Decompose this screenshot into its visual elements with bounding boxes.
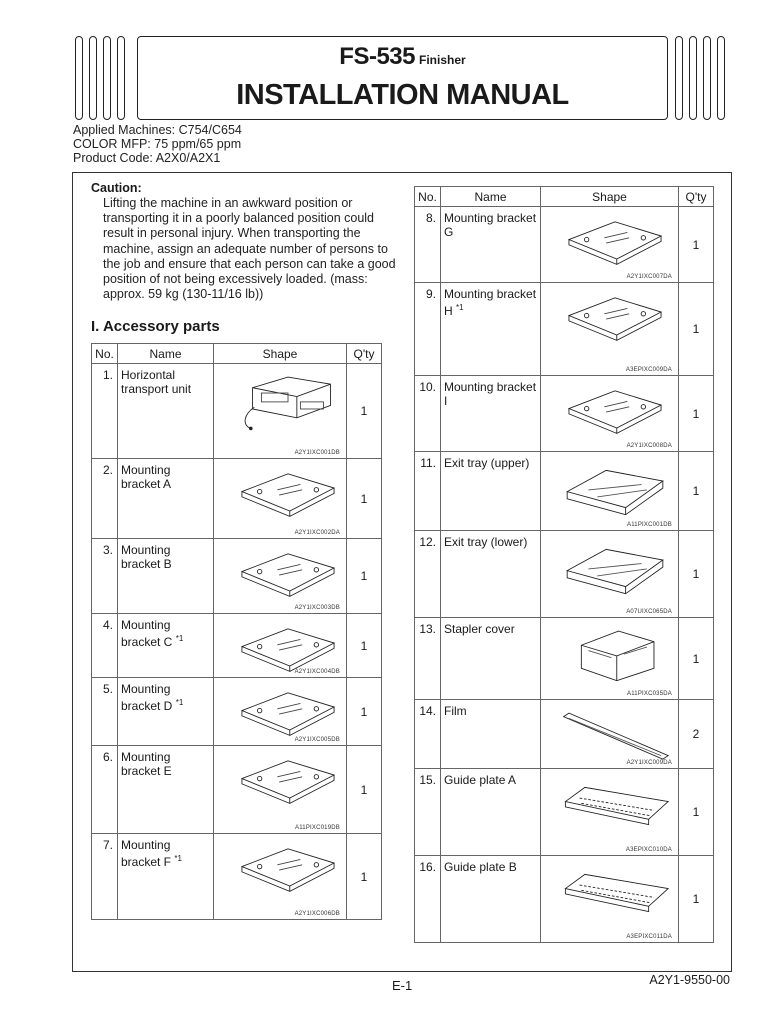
item-quantity: 1 (347, 678, 382, 746)
item-image-code: A3EPIXC009DA (625, 367, 672, 373)
table-row (415, 531, 714, 618)
item-image-code: A2Y1IXC002DA (294, 530, 340, 536)
item-name-text: Guide plate A (444, 773, 517, 787)
item-number: 2. (92, 459, 118, 539)
applied-line: COLOR MFP: 75 ppm/65 ppm (73, 137, 242, 151)
table-row (92, 614, 382, 678)
item-name (118, 364, 214, 459)
item-shape (214, 678, 347, 746)
caution-title: Caution: (91, 181, 142, 195)
applied-line: Applied Machines: C754/C654 (73, 123, 242, 137)
item-note: *1 (175, 698, 184, 707)
item-shape (541, 856, 679, 943)
item-quantity: 1 (347, 834, 382, 920)
item-image-code: A2Y1IXC007DA (626, 274, 672, 280)
column-header-name: Name (441, 187, 541, 207)
item-name-text: Mounting bracket I (444, 380, 537, 408)
column-header-no: No. (92, 344, 118, 364)
item-quantity: 1 (679, 207, 714, 283)
item-name (441, 283, 541, 376)
table-header-row (415, 187, 714, 207)
item-quantity: 1 (679, 618, 714, 700)
item-image-code: A3EPIXC011DA (626, 934, 672, 940)
item-image-code: A2Y1IXC009DA (626, 760, 672, 766)
table-row (92, 364, 382, 459)
item-name-text: Stapler cover (444, 622, 515, 636)
item-name (118, 746, 214, 834)
item-name (441, 856, 541, 943)
item-number: 16. (415, 856, 441, 943)
header-ornament-bar (703, 36, 711, 120)
item-number: 5. (92, 678, 118, 746)
item-number: 11. (415, 452, 441, 531)
accessory-table-right (414, 186, 714, 943)
item-number: 12. (415, 531, 441, 618)
caution-text: Lifting the machine in an awkward position or transporting it in a poorly balanced position could result in personal injury. When transporting the machine, assign an adequate number of persons to the job and ensure that each person can take a good position of not being excessively loaded. (mass: approx. 59 kg (130-11/16 lb)) (103, 196, 396, 302)
item-shape (541, 618, 679, 700)
item-image-code: A2Y1IXC008DA (626, 443, 672, 449)
item-name-text: Mounting bracket B (121, 543, 172, 571)
item-shape (214, 539, 347, 614)
item-quantity: 2 (679, 700, 714, 769)
table-header-row (92, 344, 382, 364)
item-quantity: 1 (679, 531, 714, 618)
item-image-code: A2Y1IXC004DB (294, 669, 340, 675)
item-image-code: A2Y1IXC003DB (294, 605, 340, 611)
item-quantity: 1 (347, 746, 382, 834)
item-name-text: Horizontal transport unit (121, 368, 192, 396)
table-row (92, 459, 382, 539)
item-image-code: A3EPIXC010DA (625, 847, 672, 853)
item-quantity: 1 (347, 459, 382, 539)
item-name (118, 614, 214, 678)
table-row (415, 618, 714, 700)
item-quantity: 1 (347, 364, 382, 459)
model-name: FS-535 (339, 43, 415, 70)
page-number: E-1 (392, 978, 413, 993)
item-shape (541, 531, 679, 618)
table-row (92, 678, 382, 746)
item-name (118, 678, 214, 746)
item-number: 6. (92, 746, 118, 834)
item-shape (541, 769, 679, 856)
header-ornament-bar (675, 36, 683, 120)
item-number: 15. (415, 769, 441, 856)
item-shape (214, 364, 347, 459)
item-name (118, 539, 214, 614)
accessory-table-left (91, 343, 382, 920)
item-name (441, 376, 541, 452)
item-image-code: A2Y1IXC006DB (294, 911, 340, 917)
item-name-text: Mounting bracket G (444, 211, 537, 239)
header-ornament-bar (75, 36, 83, 120)
column-header-no: No. (415, 187, 441, 207)
item-name (441, 207, 541, 283)
item-note: *1 (175, 634, 184, 643)
model-subtype: Finisher (419, 53, 466, 67)
item-image-code: A2Y1IXC001DB (294, 450, 340, 456)
section-title: I. Accessory parts (91, 318, 220, 335)
item-name-text: Mounting bracket F (121, 838, 172, 869)
item-name-text: Film (444, 704, 467, 718)
item-quantity: 1 (347, 614, 382, 678)
item-shape (541, 283, 679, 376)
table-row (92, 834, 382, 920)
item-name-text: Mounting bracket H (444, 287, 537, 318)
item-shape (541, 207, 679, 283)
item-note: *1 (456, 303, 464, 312)
item-name-text: Guide plate B (444, 860, 517, 874)
item-quantity: 1 (347, 539, 382, 614)
item-image-code: A11PIXC001DB (627, 522, 672, 528)
applied-machines (73, 123, 242, 165)
table-row (415, 452, 714, 531)
item-image-code: A07UIXC065DA (626, 609, 672, 615)
table-row (415, 207, 714, 283)
item-quantity: 1 (679, 376, 714, 452)
item-number: 7. (92, 834, 118, 920)
column-header-name: Name (118, 344, 214, 364)
item-name-text: Exit tray (upper) (444, 456, 530, 470)
table-row (415, 700, 714, 769)
column-header-qty: Q'ty (347, 344, 382, 364)
column-header-qty: Q'ty (679, 187, 714, 207)
item-number: 3. (92, 539, 118, 614)
model-line (138, 43, 667, 71)
item-number: 1. (92, 364, 118, 459)
item-name (441, 700, 541, 769)
item-shape (214, 746, 347, 834)
item-name-text: Mounting bracket A (121, 463, 172, 491)
item-name-text: Mounting bracket D (121, 682, 173, 713)
document-title: INSTALLATION MANUAL (236, 79, 569, 111)
item-name-text: Mounting bracket C (121, 618, 173, 649)
item-name-text: Exit tray (lower) (444, 535, 528, 549)
item-shape (541, 700, 679, 769)
column-header-shape: Shape (541, 187, 679, 207)
header-ornament-bar (103, 36, 111, 120)
item-quantity: 1 (679, 452, 714, 531)
item-shape (541, 376, 679, 452)
item-note: *1 (174, 854, 182, 863)
item-shape (214, 459, 347, 539)
title-box (137, 36, 668, 120)
table-row (415, 769, 714, 856)
table-row (92, 746, 382, 834)
header-ornament-bar (117, 36, 125, 120)
item-number: 14. (415, 700, 441, 769)
item-name (441, 452, 541, 531)
item-image-code: A11PIXC035DA (627, 691, 672, 697)
column-header-shape: Shape (214, 344, 347, 364)
table-row (92, 539, 382, 614)
item-name (441, 618, 541, 700)
item-shape (214, 834, 347, 920)
item-shape (214, 614, 347, 678)
table-row (415, 283, 714, 376)
item-name (118, 459, 214, 539)
item-image-code: A2Y1IXC005DB (294, 737, 340, 743)
item-number: 9. (415, 283, 441, 376)
item-quantity: 1 (679, 283, 714, 376)
header-ornament-bar (717, 36, 725, 120)
item-number: 13. (415, 618, 441, 700)
item-quantity: 1 (679, 769, 714, 856)
item-quantity: 1 (679, 856, 714, 943)
item-number: 8. (415, 207, 441, 283)
item-name (441, 769, 541, 856)
item-name (441, 531, 541, 618)
item-image-code: A11PIXC019DB (295, 825, 340, 831)
item-number: 4. (92, 614, 118, 678)
table-row (415, 856, 714, 943)
document-code: A2Y1-9550-00 (649, 973, 730, 987)
item-name (118, 834, 214, 920)
table-row (415, 376, 714, 452)
header-ornament-bar (89, 36, 97, 120)
item-number: 10. (415, 376, 441, 452)
header-ornament-bar (689, 36, 697, 120)
applied-line: Product Code: A2X0/A2X1 (73, 151, 221, 165)
item-name-text: Mounting bracket E (121, 750, 172, 778)
item-shape (541, 452, 679, 531)
